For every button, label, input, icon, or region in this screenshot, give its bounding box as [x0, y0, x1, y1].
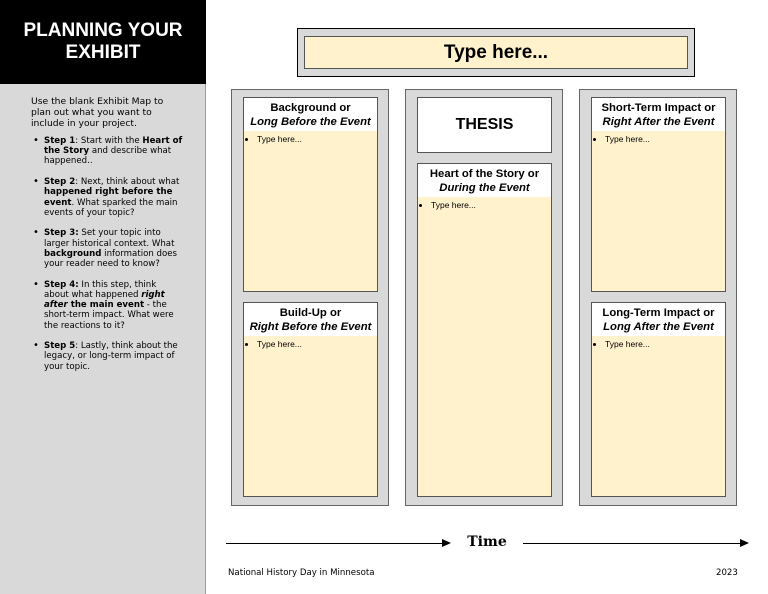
step-item: • Step 4: In this step, think about what happened right after the main event - the short-term impact. What were the reactions to it?: [31, 280, 183, 331]
step-item: • Step 2: Next, think about what happened right before the event. What sparked the main events of your topic?: [31, 177, 183, 218]
long-term-heading: Long-Term Impact or Long After the Event: [592, 303, 725, 336]
intro-text: Use the blank Exhibit Map to plan out what you want to include in your project.: [31, 96, 164, 129]
background-bullet[interactable]: • Type here...: [257, 134, 373, 144]
step-item: • Step 1: Start with the Heart of the Story and describe what happened..: [31, 136, 183, 167]
long-term-bullet[interactable]: • Type here...: [605, 339, 721, 349]
long-term-box[interactable]: [591, 302, 726, 497]
time-arrow-left-head: [442, 539, 451, 547]
column-during: [405, 89, 563, 506]
time-arrow-left-line: [226, 543, 444, 544]
title-banner: [297, 28, 695, 77]
thesis-box[interactable]: THESIS: [417, 97, 552, 153]
time-arrow-right-head: [740, 539, 749, 547]
heart-box[interactable]: [417, 163, 552, 497]
step-item: • Step 5: Lastly, think about the legacy, or long-term impact of your topic.: [31, 341, 183, 372]
heart-heading: Heart of the Story or During the Event: [418, 164, 551, 197]
time-label: Time: [467, 534, 507, 550]
background-box[interactable]: [243, 97, 378, 292]
column-after: [579, 89, 737, 506]
short-term-box[interactable]: [591, 97, 726, 292]
page-title: PLANNING YOUR EXHIBIT: [0, 0, 206, 84]
steps-list: [31, 136, 183, 382]
buildup-heading: Build-Up or Right Before the Event: [244, 303, 377, 336]
footer-year: 2023: [716, 568, 738, 578]
buildup-bullet[interactable]: • Type here...: [257, 339, 373, 349]
heart-bullet[interactable]: • Type here...: [431, 200, 547, 210]
footer-organization: National History Day in Minnesota: [228, 568, 375, 578]
short-term-bullet[interactable]: • Type here...: [605, 134, 721, 144]
buildup-box[interactable]: [243, 302, 378, 497]
background-heading: Background or Long Before the Event: [244, 98, 377, 131]
instructions-sidebar: [0, 0, 206, 594]
step-item: • Step 3: Set your topic into larger historical context. What background information does your reader need to know?: [31, 228, 183, 269]
title-input[interactable]: Type here...: [304, 36, 688, 69]
short-term-heading: Short-Term Impact or Right After the Event: [592, 98, 725, 131]
column-before: [231, 89, 389, 506]
time-arrow-right-line: [523, 543, 741, 544]
